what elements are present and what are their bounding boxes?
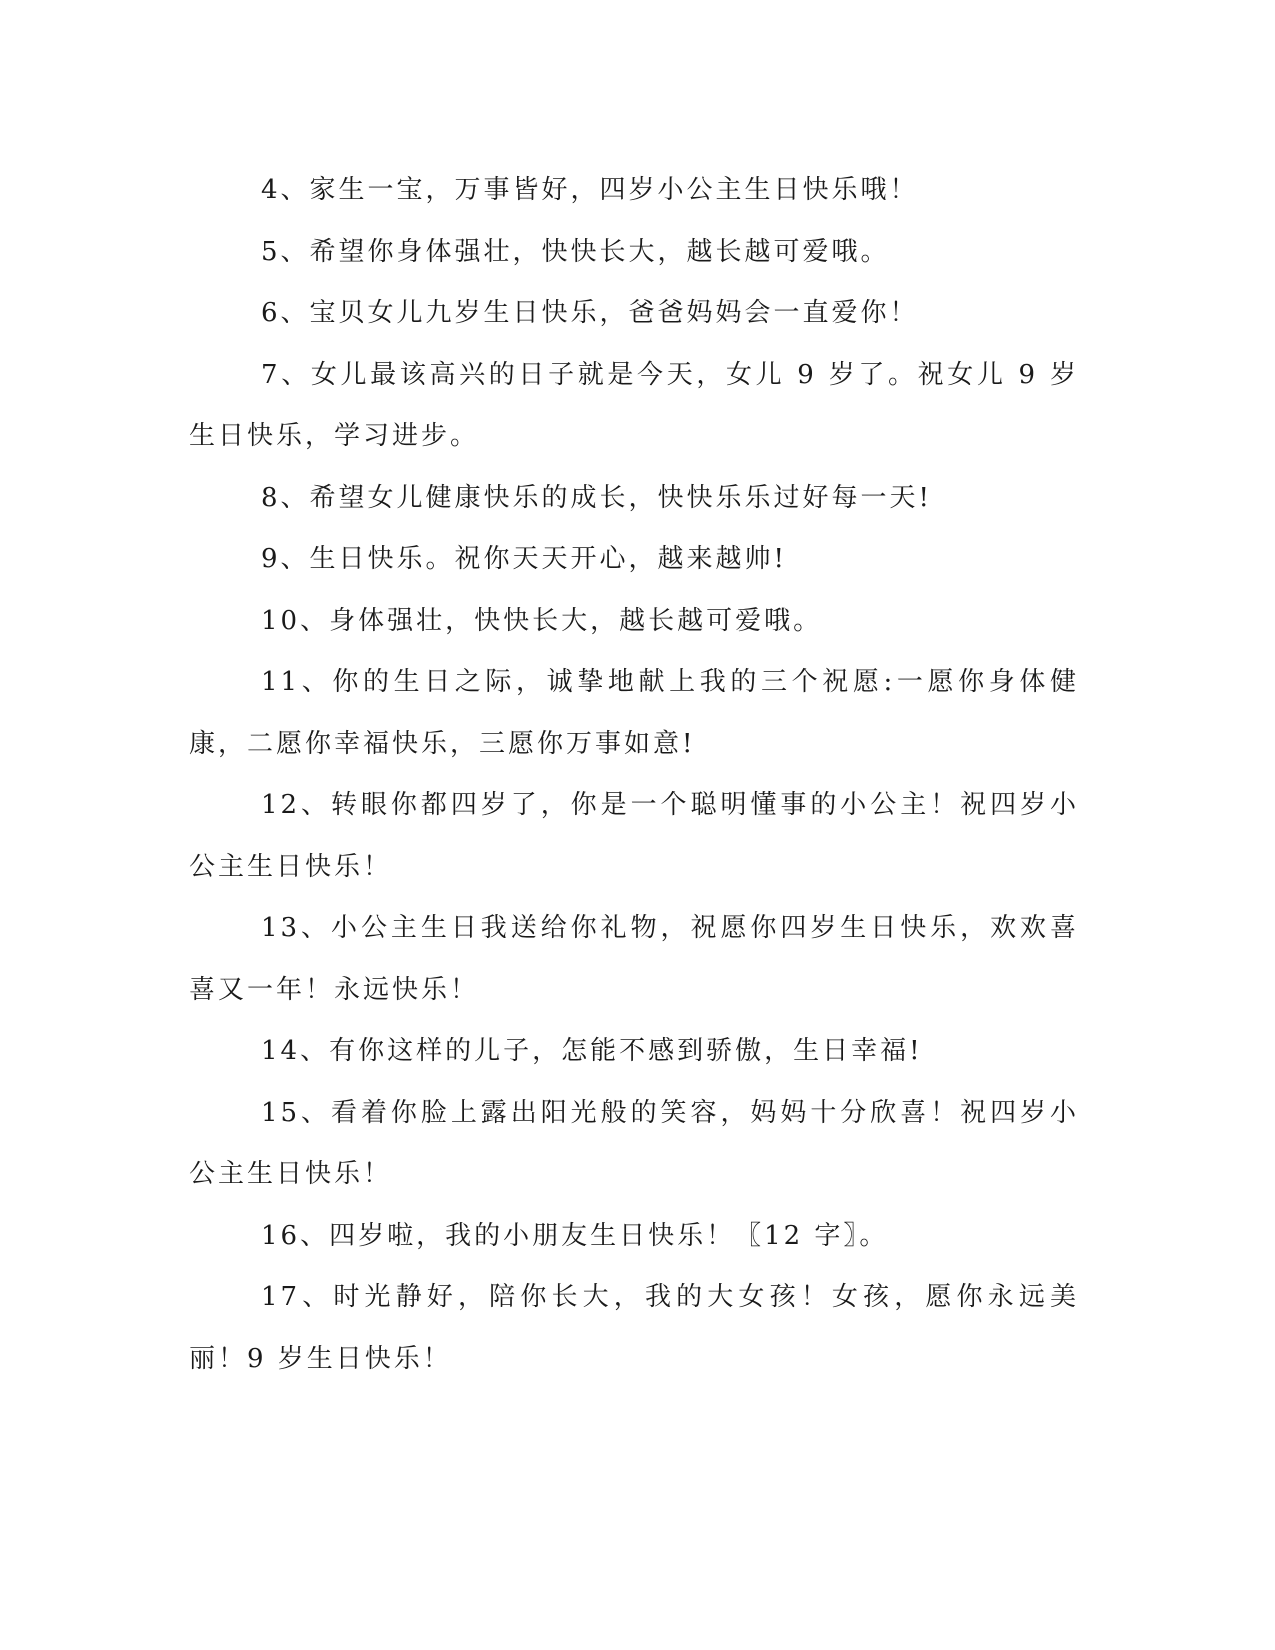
paragraph-14: 14、有你这样的儿子，怎能不感到骄傲，生日幸福! [261,1036,923,1066]
paragraph-9: 9、生日快乐。祝你天天开心，越来越帅! [261,544,787,574]
paragraph-4: 4、家生一宝，万事皆好，四岁小公主生日快乐哦！ [261,175,919,205]
paragraph-15: 15、看着你脸上露出阳光般的笑容，妈妈十分欣喜！祝四岁小公主生日快乐！ [189,1097,1079,1189]
paragraph-8: 8、希望女儿健康快乐的成长，快快乐乐过好每一天! [261,482,932,513]
paragraph-11: 11、你的生日之际，诚挚地献上我的三个祝愿:一愿你身体健康，二愿你幸福快乐，三愿你万事如意! [189,667,1079,759]
paragraph-10: 10、身体强壮，快快长大，越长越可爱哦。 [261,605,823,636]
paragraph-17: 17、时光静好，陪你长大，我的大女孩！女孩，愿你永远美丽！9 岁生日快乐！ [189,1282,1079,1374]
paragraph-13: 13、小公主生日我送给你礼物，祝愿你四岁生日快乐，欢欢喜喜又一年！永远快乐！ [189,913,1079,1005]
paragraph-16: 16、四岁啦，我的小朋友生日快乐！〖12 字〗。 [261,1220,889,1251]
paragraph-7: 7、女儿最该高兴的日子就是今天，女儿 9 岁了。祝女儿 9 岁生日快乐，学习进步。 [189,359,1079,451]
document-body [189,160,1079,1390]
paragraph-6: 6、宝贝女儿九岁生日快乐，爸爸妈妈会一直爱你！ [261,298,919,328]
paragraph-12: 12、转眼你都四岁了，你是一个聪明懂事的小公主！祝四岁小公主生日快乐！ [189,790,1079,882]
paragraph-5: 5、希望你身体强壮，快快长大，越长越可爱哦。 [261,236,890,267]
